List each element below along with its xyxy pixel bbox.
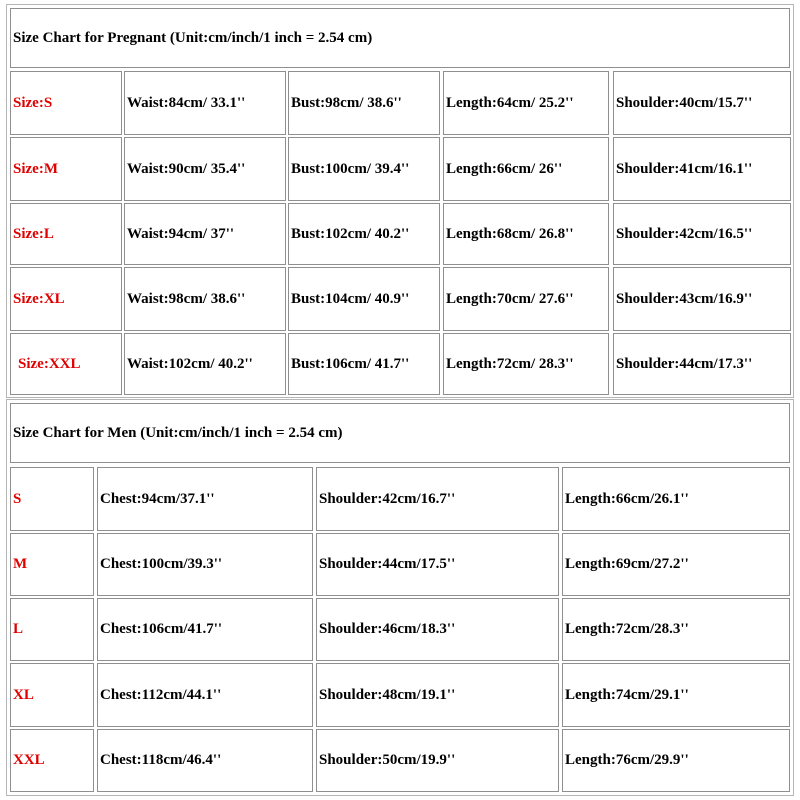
men-chest-cell: Chest:118cm/46.4'' [97,729,313,792]
pregnant-bust-cell: Bust:98cm/ 38.6'' [288,71,440,135]
pregnant-bust-cell: Bust:102cm/ 40.2'' [288,203,440,265]
pregnant-bust-cell: Bust:100cm/ 39.4'' [288,137,440,201]
pregnant-shoulder-cell: Shoulder:41cm/16.1'' [613,137,791,201]
men-table-title: Size Chart for Men (Unit:cm/inch/1 inch = 2.54 cm) [10,403,790,463]
pregnant-waist-cell: Waist:90cm/ 35.4'' [124,137,286,201]
men-size-label: XL [10,663,94,727]
men-shoulder-cell: Shoulder:46cm/18.3'' [316,598,559,661]
pregnant-shoulder-cell: Shoulder:43cm/16.9'' [613,267,791,331]
men-size-label: M [10,533,94,596]
men-size-table [6,399,794,796]
pregnant-waist-cell: Waist:84cm/ 33.1'' [124,71,286,135]
pregnant-bust-cell: Bust:104cm/ 40.9'' [288,267,440,331]
pregnant-size-label: Size:S [10,71,122,135]
men-length-cell: Length:76cm/29.9'' [562,729,790,792]
pregnant-waist-cell: Waist:94cm/ 37'' [124,203,286,265]
pregnant-bust-cell: Bust:106cm/ 41.7'' [288,333,440,395]
pregnant-length-cell: Length:64cm/ 25.2'' [443,71,609,135]
pregnant-size-label: Size:M [10,137,122,201]
pregnant-shoulder-cell: Shoulder:44cm/17.3'' [613,333,791,395]
pregnant-size-label: Size:L [10,203,122,265]
men-chest-cell: Chest:100cm/39.3'' [97,533,313,596]
men-size-label: L [10,598,94,661]
men-size-label: XXL [10,729,94,792]
men-chest-cell: Chest:94cm/37.1'' [97,467,313,531]
men-length-cell: Length:72cm/28.3'' [562,598,790,661]
pregnant-length-cell: Length:68cm/ 26.8'' [443,203,609,265]
men-size-label: S [10,467,94,531]
pregnant-size-label: Size:XXL [10,333,122,395]
pregnant-waist-cell: Waist:98cm/ 38.6'' [124,267,286,331]
pregnant-length-cell: Length:70cm/ 27.6'' [443,267,609,331]
pregnant-length-cell: Length:72cm/ 28.3'' [443,333,609,395]
pregnant-shoulder-cell: Shoulder:42cm/16.5'' [613,203,791,265]
men-length-cell: Length:69cm/27.2'' [562,533,790,596]
men-shoulder-cell: Shoulder:42cm/16.7'' [316,467,559,531]
pregnant-size-table [6,4,794,398]
men-length-cell: Length:74cm/29.1'' [562,663,790,727]
men-shoulder-cell: Shoulder:44cm/17.5'' [316,533,559,596]
pregnant-length-cell: Length:66cm/ 26'' [443,137,609,201]
pregnant-shoulder-cell: Shoulder:40cm/15.7'' [613,71,791,135]
pregnant-waist-cell: Waist:102cm/ 40.2'' [124,333,286,395]
men-length-cell: Length:66cm/26.1'' [562,467,790,531]
men-chest-cell: Chest:106cm/41.7'' [97,598,313,661]
men-shoulder-cell: Shoulder:48cm/19.1'' [316,663,559,727]
pregnant-size-label: Size:XL [10,267,122,331]
men-chest-cell: Chest:112cm/44.1'' [97,663,313,727]
men-shoulder-cell: Shoulder:50cm/19.9'' [316,729,559,792]
pregnant-table-title: Size Chart for Pregnant (Unit:cm/inch/1 inch = 2.54 cm) [10,8,790,68]
